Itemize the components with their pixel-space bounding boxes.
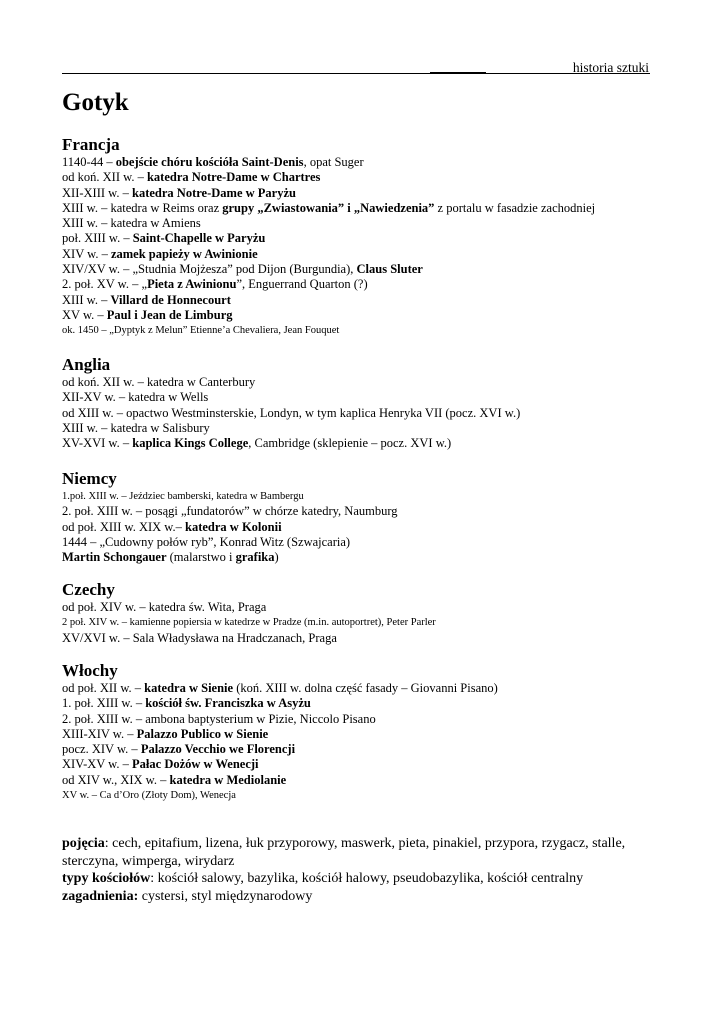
pojecia-text: : cech, epitafium, lizena, łuk przyporowy, maswerk, pieta, pinakiel, przypora, rzygacz, stalle, sterczyna, wimperga, wirydarz bbox=[62, 836, 626, 869]
entry-text: (koń. XIII w. dolna część fasady – Giovanni Pisano) bbox=[233, 681, 498, 695]
entry-text: XIII w. – katedra w Amiens bbox=[62, 216, 201, 231]
entry-text: XIII w. – katedra w Salisbury bbox=[62, 420, 210, 435]
entry-text: XII-XV w. – katedra w Wells bbox=[62, 390, 209, 405]
entry-text: XIII w. – bbox=[62, 292, 111, 307]
page-title: Gotyk bbox=[62, 89, 129, 116]
section-czechy bbox=[62, 580, 662, 646]
entry-text: od koń. XII w. – bbox=[62, 170, 147, 185]
pojecia-line bbox=[62, 835, 662, 870]
entry-line bbox=[62, 201, 662, 216]
entry-line bbox=[62, 631, 662, 646]
entry-text: 2. poł. XIII w. – posągi „fundatorów” w chórze katedry, Naumburg bbox=[62, 504, 398, 519]
entry-line bbox=[62, 277, 662, 292]
section-francja bbox=[62, 135, 662, 339]
entry-line bbox=[62, 757, 662, 772]
entry-text: 1444 – „Cudowny połów ryb”, Konrad Witz (Szwajcaria) bbox=[62, 534, 351, 549]
entry-highlight: Pieta z Awinionu bbox=[147, 277, 237, 292]
entry-line bbox=[62, 293, 662, 308]
entry-text: od poł. XIII w. XIX w.– bbox=[62, 519, 186, 534]
entry-line bbox=[62, 170, 662, 185]
entry-line bbox=[62, 712, 662, 727]
entry-highlight: katedra Notre-Dame w Chartres bbox=[146, 170, 321, 185]
entry-highlight: Palazzo Vecchio we Florencji bbox=[140, 742, 296, 757]
entry-text: XV/XVI w. – Sala Władysława na Hradczanach, Praga bbox=[62, 630, 337, 645]
entry-line bbox=[62, 406, 662, 421]
entry-highlight: Paul i Jean de Limburg bbox=[106, 307, 233, 322]
entry-line bbox=[62, 773, 662, 788]
entry-line bbox=[62, 600, 662, 615]
header-rule bbox=[62, 73, 650, 74]
entry-line bbox=[62, 727, 662, 742]
entry-line bbox=[62, 375, 662, 390]
entry-line bbox=[62, 696, 662, 711]
entry-text: ) bbox=[274, 550, 279, 565]
typy-text: : kościół salowy, bazylika, kościół halowy, pseudobazylika, kościół centralny bbox=[150, 871, 584, 886]
entry-line bbox=[62, 520, 662, 535]
entry-text: (malarstwo i bbox=[166, 550, 236, 565]
entry-highlight: Villard de Honnecourt bbox=[110, 292, 231, 307]
entry-text: XV w. – bbox=[62, 307, 107, 322]
entry-text: , Cambridge (sklepienie – pocz. XVI w.) bbox=[248, 436, 452, 451]
entry-highlight: kościół św. Franciszka w Asyżu bbox=[145, 696, 311, 711]
entry-highlight: katedra Notre-Dame w Paryżu bbox=[132, 185, 296, 200]
entry-text: XIV-XV w. – bbox=[62, 757, 133, 772]
entry-text: ok. 1450 – „Dyptyk z Melun” Etienne’a Chevaliera, Jean Fouquet bbox=[62, 325, 340, 337]
entry-highlight: Palazzo Publico w Sienie bbox=[136, 726, 269, 741]
entry-highlight: zamek papieży w Awinionie bbox=[110, 246, 258, 261]
entry-text: 1.poł. XIII w. – Jeździec bamberski, katedra w Bambergu bbox=[62, 491, 304, 502]
entry-line bbox=[62, 681, 662, 696]
zagadnienia-label: zagadnienia: bbox=[62, 888, 139, 904]
section-anglia bbox=[62, 355, 662, 451]
entry-line bbox=[62, 216, 662, 231]
entry-text: 2 poł. XIV w. – kamienne popiersia w katedrze w Pradze (m.in. autoportret), Peter Parler bbox=[62, 617, 436, 629]
pojecia-label: pojęcia bbox=[62, 836, 105, 851]
entry-line bbox=[62, 788, 662, 803]
footer-notes bbox=[62, 835, 662, 905]
entry-text: XIII-XIV w. – bbox=[62, 726, 137, 741]
zagadnienia-text: cystersi, styl międzynarodowy bbox=[138, 888, 313, 904]
entry-line bbox=[62, 323, 662, 338]
entry-text: XV-XVI w. – bbox=[62, 436, 133, 451]
entry-highlight: katedra w Mediolanie bbox=[169, 772, 287, 787]
entry-text: XV w. – Ca d’Oro (Złoty Dom), Wenecja bbox=[62, 790, 236, 802]
typy-label: typy kościołów bbox=[62, 871, 151, 886]
entry-line bbox=[62, 308, 662, 323]
entry-text: XIV w. – bbox=[62, 246, 111, 261]
entry-line bbox=[62, 489, 662, 504]
section-heading: Anglia bbox=[62, 355, 111, 374]
entry-line bbox=[62, 390, 662, 405]
entry-highlight: katedra w Kolonii bbox=[185, 519, 282, 534]
entry-text: 1140-44 – bbox=[62, 155, 116, 169]
section-heading: Włochy bbox=[62, 661, 118, 680]
entry-text: 1. poł. XIII w. – bbox=[62, 696, 146, 711]
entry-highlight: obejście chóru kościóła Saint-Denis bbox=[115, 155, 304, 169]
entry-text: od poł. XII w. – bbox=[62, 681, 145, 695]
entry-text: od XIII w. – opactwo Westminsterskie, Londyn, w tym kaplica Henryka VII (pocz. XVI w.) bbox=[62, 405, 521, 420]
entry-text: XIII w. – katedra w Reims oraz bbox=[62, 200, 223, 215]
entry-line bbox=[62, 186, 662, 201]
entry-highlight: grafika bbox=[235, 550, 275, 565]
entry-line bbox=[62, 247, 662, 262]
header-label: historia sztuki bbox=[572, 60, 649, 75]
entry-line bbox=[62, 615, 662, 630]
entry-line bbox=[62, 231, 662, 246]
entry-text: ”, Enguerrand Quarton (?) bbox=[236, 277, 368, 292]
entry-highlight: grupy „Zwiastowania” i „Nawiedzenia” bbox=[222, 200, 435, 215]
entry-line bbox=[62, 421, 662, 436]
entry-text: 2. poł. XV w. – „ bbox=[62, 277, 148, 292]
entry-line bbox=[62, 262, 662, 277]
section-heading: Francja bbox=[62, 135, 120, 154]
header-rule-accent bbox=[430, 72, 486, 74]
section-wlochy bbox=[62, 661, 662, 803]
entry-text: XIV/XV w. – „Studnia Mojżesza” pod Dijon (Burgundia), bbox=[62, 262, 357, 277]
entry-line bbox=[62, 504, 662, 519]
entry-text: , opat Suger bbox=[303, 155, 364, 169]
entry-highlight: Saint-Chapelle w Paryżu bbox=[132, 231, 266, 246]
entry-line bbox=[62, 535, 662, 550]
entry-highlight: Martin Schongauer bbox=[62, 550, 167, 565]
entry-highlight: Claus Sluter bbox=[356, 262, 423, 277]
section-heading: Niemcy bbox=[62, 469, 117, 488]
entry-line bbox=[62, 436, 662, 451]
entry-text: poł. XIII w. – bbox=[62, 231, 133, 246]
entry-text: od koń. XII w. – katedra w Canterbury bbox=[62, 375, 256, 389]
entry-highlight: kaplica Kings College bbox=[132, 436, 249, 451]
entry-text: od XIV w., XIX w. – bbox=[62, 772, 170, 787]
typy-line bbox=[62, 870, 662, 888]
entry-text: z portalu w fasadzie zachodniej bbox=[434, 200, 596, 215]
zagadnienia-line bbox=[62, 888, 662, 906]
section-heading: Czechy bbox=[62, 580, 115, 599]
entry-line bbox=[62, 742, 662, 757]
entry-text: 2. poł. XIII w. – ambona baptysterium w Pizie, Niccolo Pisano bbox=[62, 711, 376, 726]
entry-line bbox=[62, 155, 662, 170]
entry-text: pocz. XIV w. – bbox=[62, 742, 141, 757]
section-niemcy bbox=[62, 469, 662, 565]
entry-text: XII-XIII w. – bbox=[62, 185, 132, 200]
entry-highlight: katedra w Sienie bbox=[144, 681, 234, 695]
entry-text: od poł. XIV w. – katedra św. Wita, Praga bbox=[62, 600, 267, 614]
entry-line bbox=[62, 550, 662, 565]
entry-highlight: Pałac Dożów w Wenecji bbox=[132, 757, 259, 772]
